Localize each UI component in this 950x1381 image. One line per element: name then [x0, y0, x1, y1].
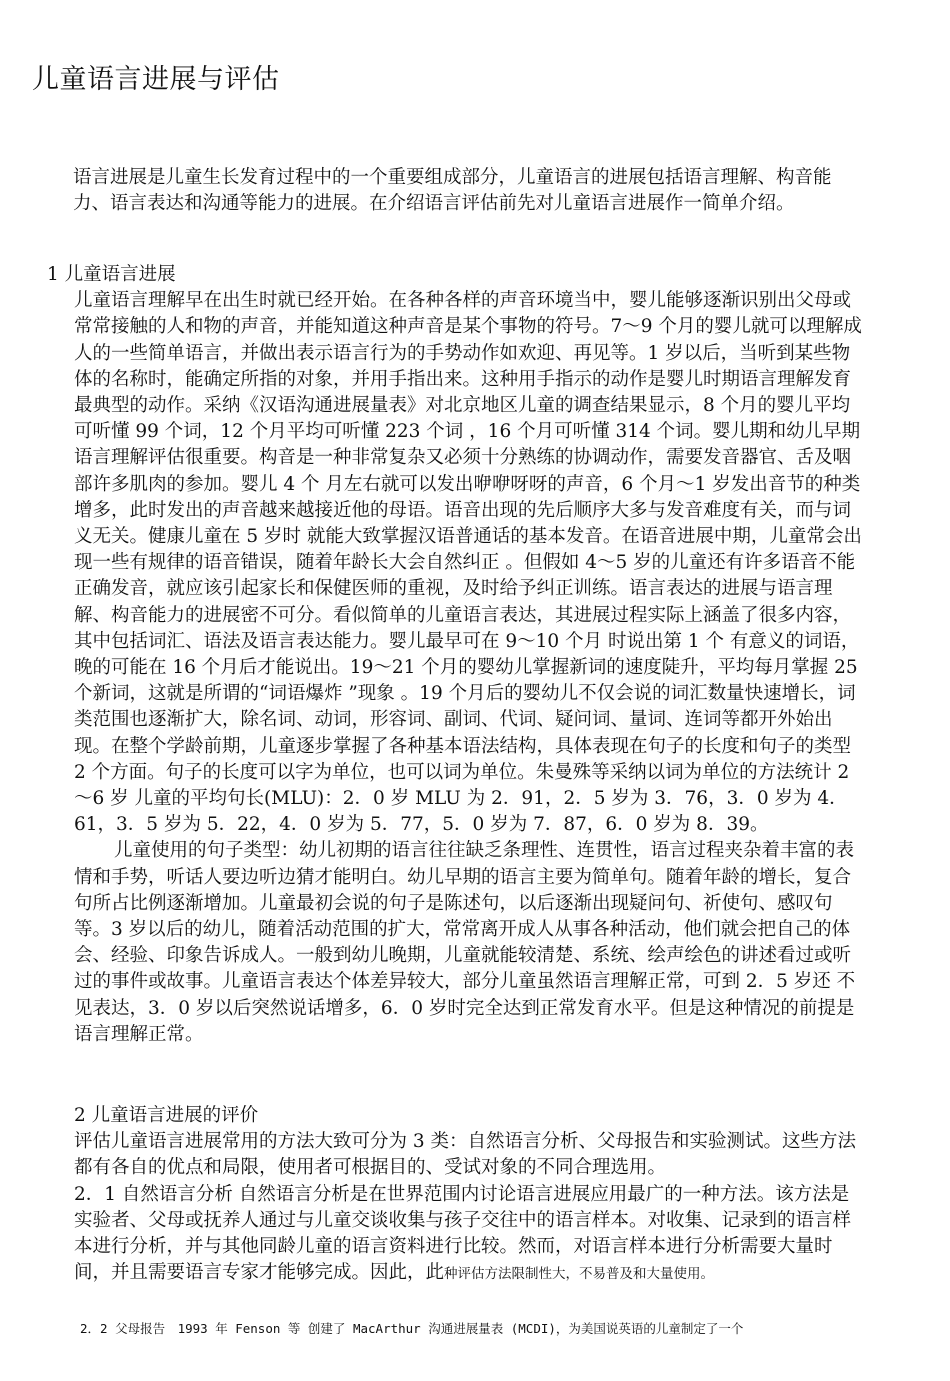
page-title: 儿童语言进展与评估: [32, 64, 280, 95]
section-1-heading: 1 儿童语言进展: [47, 264, 176, 285]
section-1-paragraph-2: 儿童使用的句子类型：幼儿初期的语言往往缺乏条理性、连贯性，语言过程夹杂着丰富的表情和手势，听话人要边听边猜才能明白。幼儿早期的语言主要为简单句。随着年龄的增长，复合句所占比例逐渐增加。儿童最初会说的句子是陈述句，以后逐渐出现疑问句、祈使句、感叹句等。3 岁以后的幼儿，随着活动范围的扩大，常常离开成人从事各种活动，他们就会把自己的体会、经验、印象告诉成人。一般到幼儿晚期，儿童就能较清楚、系统、绘声绘色的讲述看过或听过的事件或故事。儿童语言表达个体差异较大，部分儿童虽然语言理解正常，可到 2．5 岁还 不见表达，3．0 岁以后突然说话增多，6．0 岁时完全达到正常发育水平。但是这种情况的前提是语言理解正常。: [74, 840, 856, 1045]
intro-text: 语言进展是儿童生长发育过程中的一个重要组成部分，儿童语言的进展包括语言理解、构音能力、语言表达和沟通等能力的进展。在介绍语言评估前先对儿童语言进展作一简单介绍。: [73, 167, 832, 215]
section-2-paragraph-2-tail: 种评估方法限制性大，不易普及和大量使用。: [444, 1266, 715, 1283]
section-2-paragraph-2: [74, 1182, 864, 1288]
section-1-paragraph-1: 儿童语言理解早在出生时就已经开始。在各种各样的声音环境当中，婴儿能够逐渐识别出父母或常常接触的人和物的声音，并能知道这种声音是某个事物的符号。7～9 个月的婴儿就可以理解成人的一些简单语言，并做出表示语言行为的手势动作如欢迎、再见等。1 岁以后，当听到某些物体的名称时，能确定所指的对象，并用手指出来。这种用手指示的动作是婴儿时期语言理解发育最典型的动作。采纳《汉语沟通进展量表》对北京地区儿童的调查结果显示，8 个月的婴儿平均可听懂 99 个词，12 个月平均可听懂 223 个词 ，16 个月可听懂 314 个词。婴儿期和幼儿早期语言理解评估很重要。构音是一种非常复杂又必须十分熟练的协调动作，需要发音器官、舌及咽部许多肌肉的参加。婴儿 4 个 月左右就可以发出咿咿呀呀的声音，6 个月～1 岁发出音节的种类增多，此时发出的声音越来越接近他的母语。语音出现的先后顺序大多与发音难度有关，而与词义无关。健康儿童在 5 岁时 就能大致掌握汉语普通话的基本发音。在语音进展中期，儿童常会出现一些有规律的语音错误，随着年龄长大会自然纠正 。但假如 4～5 岁的儿童还有许多语音不能正确发音，就应该引起家长和保健医师的重视，及时给予纠正训练。语言表达的进展与语言理解、构音能力的进展密不可分。看似简单的儿童语言表达，其进展过程实际上涵盖了很多内容，其中包括词汇、语法及语言表达能力。婴儿最早可在 9～10 个月 时说出第 1 个 有意义的词语，晚的可能在 16 个月后才能说出。19～21 个月的婴幼儿掌握新词的速度陡升，平均每月掌握 25 个新词，这就是所谓的“词语爆炸 ”现象 。19 个月后的婴幼儿不仅会说的词汇数量快速增长，词类范围也逐渐扩大，除名词、动词，形容词、副词、代词、疑问词、量词、连词等都开外始出现。在整个学龄前期，儿童逐步掌握了各种基本语法结构，具体表现在句子的长度和句子的类型 2 个方面。句子的长度可以字为单位，也可以词为单位。朱曼殊等采纳以词为单位的方法统计 2～6 岁 儿童的平均句长(MLU)：2．0 岁 MLU 为 2．91，2．5 岁为 3．76，3．0 岁为 4．61，3．5 岁为 5．22，4．0 岁为 5．77，5．0 岁为 7．87，6．0 岁为 8．39。: [74, 290, 862, 836]
section-1-body: [47, 288, 862, 1048]
section-2-paragraph-2-main: 2．1 自然语言分析 自然语言分析是在世界范围内讨论语言进展应用最广的一种方法。该方法是实验者、父母或抚养人通过与儿童交谈收集与孩子交往中的语言样本。对收集、记录到的语言样本进行分析，并与其他同龄儿童的语言资料进行比较。然而，对语言样本进行分析需要大量时间，并且需要语言专家才能够完成。因此，此: [74, 1183, 852, 1284]
section-2: [74, 1103, 864, 1287]
section-1: [47, 262, 862, 1048]
section-2-heading: 2 儿童语言进展的评价: [74, 1105, 259, 1126]
intro-paragraph: [73, 165, 858, 217]
section-2-paragraph-1: 评估儿童语言进展常用的方法大致可分为 3 类：自然语言分析、父母报告和实验测试。这些方法都有各自的优点和局限，使用者可根据目的、受试对象的不同合理选用。: [74, 1131, 857, 1179]
section-2-paragraph-3: 2．2 父母报告 1993 年 Fenson 等 创建了 MacArthur 沟通进展量表 (MCDI)，为美国说英语的儿童制定了一个: [80, 1321, 744, 1336]
